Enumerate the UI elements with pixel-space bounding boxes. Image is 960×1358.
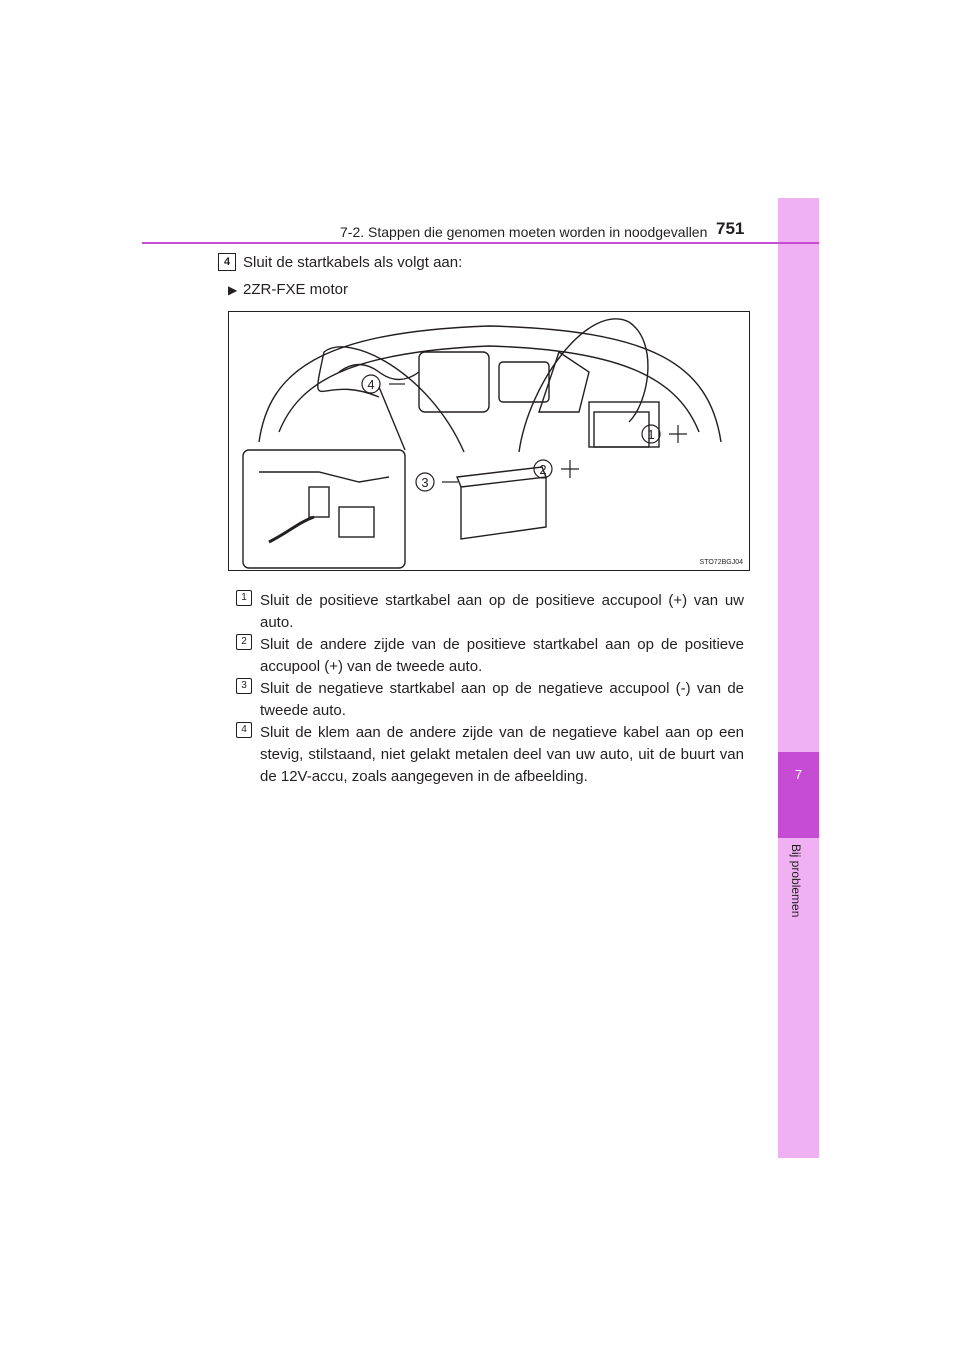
item-text: Sluit de klem aan de andere zijde van de negatieve kabel aan op een stevig, stilstaand, niet gelakt metalen deel van uw auto, uit de buurt van de 12V-accu, zoals aangegeven in de afbeelding.: [260, 724, 744, 785]
list-item: [236, 634, 744, 678]
chapter-side-tab-active: [778, 752, 819, 838]
engine-subheading: 2ZR-FXE motor: [243, 281, 349, 298]
list-item: [236, 722, 744, 788]
triangle-bullet-icon: ▶: [228, 283, 238, 297]
header-rule: [142, 242, 819, 244]
item-number-box: 3: [236, 678, 252, 694]
item-number-box: 4: [236, 722, 252, 738]
step-number-box: 4: [218, 253, 236, 271]
step-text: Sluit de startkabels als volgt aan:: [243, 254, 463, 271]
callout-4: 4: [367, 377, 375, 392]
jump-start-illustration: [228, 311, 750, 571]
item-text: Sluit de positieve startkabel aan op de positieve accupool (+) van uw auto.: [260, 592, 744, 631]
figure-code: STO72BGJ04: [699, 559, 743, 566]
engine-bay-drawing: [229, 312, 749, 570]
item-number-box: 2: [236, 634, 252, 650]
callout-2: 2: [539, 462, 547, 477]
callout-1: 1: [647, 427, 655, 442]
item-number-box: 1: [236, 590, 252, 606]
chapter-side-tab: [778, 198, 819, 1158]
chapter-label: Bij problemen: [789, 844, 803, 918]
chapter-number: 7: [794, 767, 803, 782]
item-text: Sluit de negatieve startkabel aan op de negatieve accupool (-) van de tweede auto.: [260, 680, 744, 719]
callout-3: 3: [421, 475, 429, 490]
list-item: [236, 678, 744, 722]
section-title: 7-2. Stappen die genomen moeten worden in noodgevallen: [340, 224, 708, 240]
page-number: 751: [716, 219, 745, 238]
list-item: [236, 590, 744, 634]
item-text: Sluit de andere zijde van de positieve startkabel aan op de positieve accupool (+) van de tweede auto.: [260, 636, 744, 675]
